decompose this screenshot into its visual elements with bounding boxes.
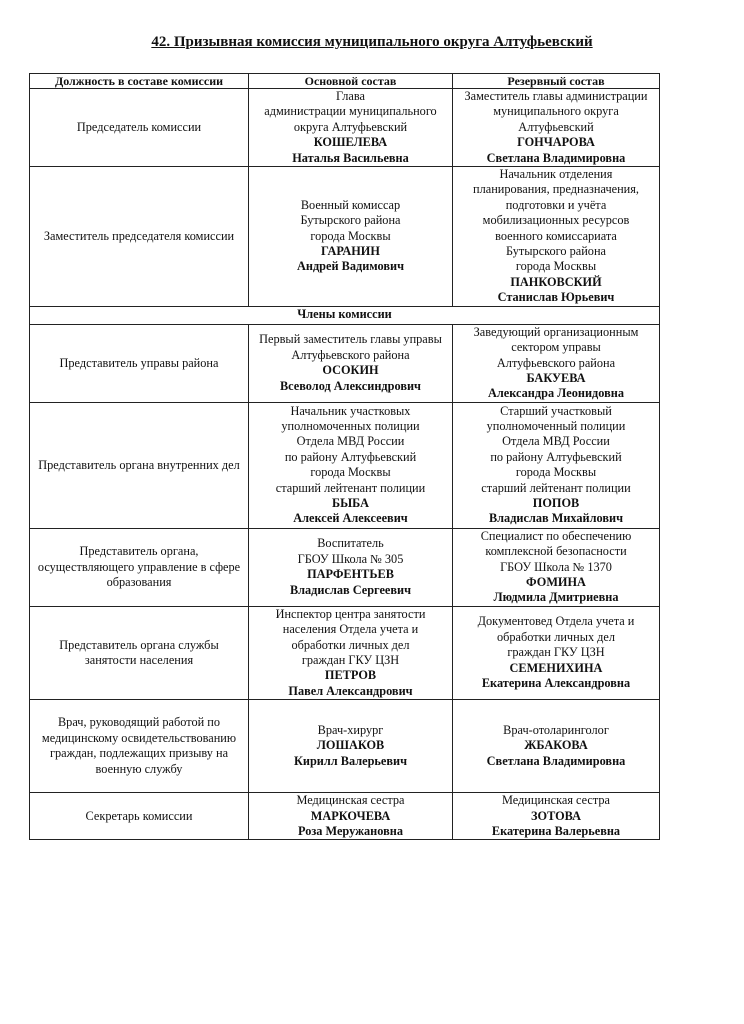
reserve-member-name: Екатерина Валерьевна (491, 824, 621, 838)
main-member-surname: МАРКОЧЕВА (310, 808, 391, 823)
main-member-cell (249, 324, 453, 402)
main-member-name: Кирилл Валерьевич (293, 753, 408, 768)
main-member-title-line: Воспитатель (317, 536, 384, 551)
section-row-members (30, 306, 660, 324)
table-row (30, 606, 660, 699)
reserve-member-title-line: города Москвы (515, 465, 597, 480)
reserve-member-surname: ЖБАКОВА (524, 738, 588, 753)
main-member-name: Всеволод Алексиндрович (279, 378, 421, 393)
reserve-member-cell (453, 606, 660, 699)
position-cell: Представитель органа внутренних дел (30, 402, 249, 528)
reserve-member-title-line: города Москвы (515, 259, 597, 274)
table-row (30, 402, 660, 528)
main-member-title-line: округа Алтуфьевский (293, 119, 408, 134)
reserve-member-title-line: граждан ГКУ ЦЗН (507, 645, 605, 660)
reserve-member-surname: ГОНЧАРОВА (517, 135, 595, 150)
main-member-surname: ПАРФЕНТЬЕВ (307, 567, 394, 582)
reserve-member-cell (453, 167, 660, 307)
table-row (30, 167, 660, 307)
main-member-title-line: Первый заместитель главы управы (259, 332, 442, 347)
main-member-title-line: города Москвы (310, 228, 391, 243)
main-member-surname: ЛОШАКОВ (316, 738, 385, 753)
reserve-member-title-line: Заведующий организационным (473, 324, 639, 339)
reserve-member-title-line: Бутырского района (506, 244, 606, 259)
main-member-title-line: Начальник участковых (290, 403, 411, 418)
reserve-member-title-line: Документовед Отдела учета и (477, 614, 635, 629)
reserve-member-title-line: Алтуфьевского района (496, 355, 616, 370)
reserve-member-name: Екатерина Александровна (481, 676, 631, 691)
reserve-member-title-line: мобилизационных ресурсов (482, 213, 630, 228)
reserve-member-title-line: военного комиссариата (495, 228, 617, 243)
position-cell: Председатель комиссии (30, 89, 249, 167)
reserve-member-title-line: планирования, предназначения, (473, 182, 639, 197)
page-title: 42. Призывная комиссия муниципального округа Алтуфьевский (151, 34, 593, 50)
reserve-member-title-line: муниципального округа (493, 104, 619, 119)
reserve-member-title-line: обработки личных дел (496, 629, 616, 644)
reserve-member-title-line: Специалист по обеспечению (480, 528, 632, 543)
reserve-member-surname: ФОМИНА (526, 574, 586, 589)
position-cell: Врач, руководящий работой по медицинскому освидетельствованию граждан, подлежащих призыву на военную службу (30, 700, 249, 793)
position-cell: Секретарь комиссии (30, 793, 249, 840)
position-cell: Представитель органа, осуществляющего управление в сфере образования (30, 528, 249, 606)
main-member-cell (249, 606, 453, 699)
reserve-member-cell (453, 700, 660, 793)
reserve-member-name: Владислав Михайлович (488, 511, 624, 526)
reserve-member-title-line: Отдела МВД России (502, 434, 610, 449)
reserve-member-surname: БАКУЕВА (526, 370, 586, 385)
position-cell: Представитель органа службы занятости населения (30, 606, 249, 699)
table-header-row (30, 74, 660, 89)
main-member-title-line: Инспектор центра занятости (275, 606, 426, 621)
main-member-cell (249, 793, 453, 840)
reserve-member-surname: ПОПОВ (532, 496, 580, 511)
main-member-title-line: Алтуфьевского района (291, 347, 410, 362)
main-member-cell (249, 528, 453, 606)
main-member-name: Алексей Алексеевич (293, 511, 408, 526)
reserve-member-name: Светлана Владимировна (486, 753, 626, 768)
reserve-member-title-line: Врач-отоларинголог (503, 723, 609, 738)
main-member-title-line: администрации муниципального (264, 104, 437, 119)
main-member-name: Владислав Сергеевич (289, 582, 412, 597)
reserve-member-cell (453, 402, 660, 528)
reserve-member-name: Людмила Дмитриевна (493, 590, 619, 605)
main-member-title-line: Врач-хирург (317, 723, 384, 738)
reserve-member-title-line: подготовки и учёта (505, 197, 607, 212)
main-member-title-line: Медицинская сестра (296, 793, 405, 808)
main-member-title-line: Военный комиссар (300, 197, 401, 212)
main-member-title-line: населения Отдела учета и (282, 622, 419, 637)
reserve-member-cell (453, 793, 660, 840)
main-member-name: Андрей Вадимович (296, 259, 404, 274)
reserve-member-title-line: Старший участковый (500, 403, 612, 418)
main-member-name: Роза Меружановна (298, 824, 403, 838)
reserve-member-title-line: старший лейтенант полиции (481, 480, 631, 495)
reserve-member-cell (453, 324, 660, 402)
main-member-name: Павел Александрович (288, 683, 413, 698)
reserve-member-title-line: Заместитель главы администрации (464, 89, 648, 103)
main-member-surname: ПЕТРОВ (324, 668, 377, 683)
reserve-member-cell (453, 528, 660, 606)
reserve-member-title-line: Алтуфьевский (518, 119, 594, 134)
reserve-member-title-line: уполномоченный полиции (486, 419, 626, 433)
table-row (30, 324, 660, 402)
main-member-cell (249, 402, 453, 528)
table-row (30, 528, 660, 606)
main-member-title-line: обработки личных дел (291, 637, 410, 652)
main-member-cell (249, 700, 453, 793)
reserve-member-surname: СЕМЕНИХИНА (509, 660, 603, 675)
section-title: Члены комиссии (30, 306, 660, 324)
main-member-surname: БЫБА (331, 496, 370, 511)
column-header-position: Должность в составе комиссии (30, 74, 249, 89)
reserve-member-title-line: ГБОУ Школа № 1370 (500, 559, 612, 574)
main-member-cell (249, 89, 453, 167)
reserve-member-name: Александра Леонидовна (488, 386, 624, 401)
main-member-title-line: по району Алтуфьевский (284, 449, 417, 464)
reserve-member-title-line: по району Алтуфьевский (490, 449, 622, 464)
reserve-member-title-line: сектором управы (511, 340, 601, 355)
table-row (30, 700, 660, 793)
reserve-member-title-line: Начальник отделения (499, 167, 613, 182)
main-member-surname: ОСОКИН (322, 363, 379, 378)
main-member-title-line: ГБОУ Школа № 305 (297, 551, 404, 566)
main-member-name: Наталья Васильевна (292, 150, 409, 165)
reserve-member-name: Станислав Юрьевич (497, 290, 615, 305)
reserve-member-cell (453, 89, 660, 167)
main-member-title-line: Глава (336, 89, 365, 103)
table-row (30, 793, 660, 840)
commission-table (29, 73, 660, 840)
main-member-title-line: уполномоченных полиции (281, 419, 420, 433)
main-member-title-line: граждан ГКУ ЦЗН (301, 652, 400, 667)
position-cell: Представитель управы района (30, 324, 249, 402)
reserve-member-title-line: Медицинская сестра (501, 793, 611, 808)
main-member-title-line: Отдела МВД России (296, 434, 405, 449)
table-body (30, 89, 660, 840)
reserve-member-name: Светлана Владимировна (486, 150, 626, 165)
main-member-cell (249, 167, 453, 307)
main-member-title-line: города Москвы (310, 465, 391, 480)
table-row (30, 89, 660, 167)
main-member-surname: КОШЕЛЕВА (313, 135, 388, 150)
position-cell: Заместитель председателя комиссии (30, 167, 249, 307)
reserve-member-surname: ЗОТОВА (531, 808, 581, 823)
main-member-title-line: старший лейтенант полиции (275, 480, 426, 495)
main-member-surname: ГАРАНИН (321, 244, 380, 259)
reserve-member-surname: ПАНКОВСКИЙ (510, 274, 602, 289)
column-header-main: Основной состав (249, 74, 453, 89)
reserve-member-title-line: комплексной безопасности (485, 544, 627, 559)
column-header-reserve: Резервный состав (453, 74, 660, 89)
main-member-title-line: Бутырского района (300, 213, 401, 228)
